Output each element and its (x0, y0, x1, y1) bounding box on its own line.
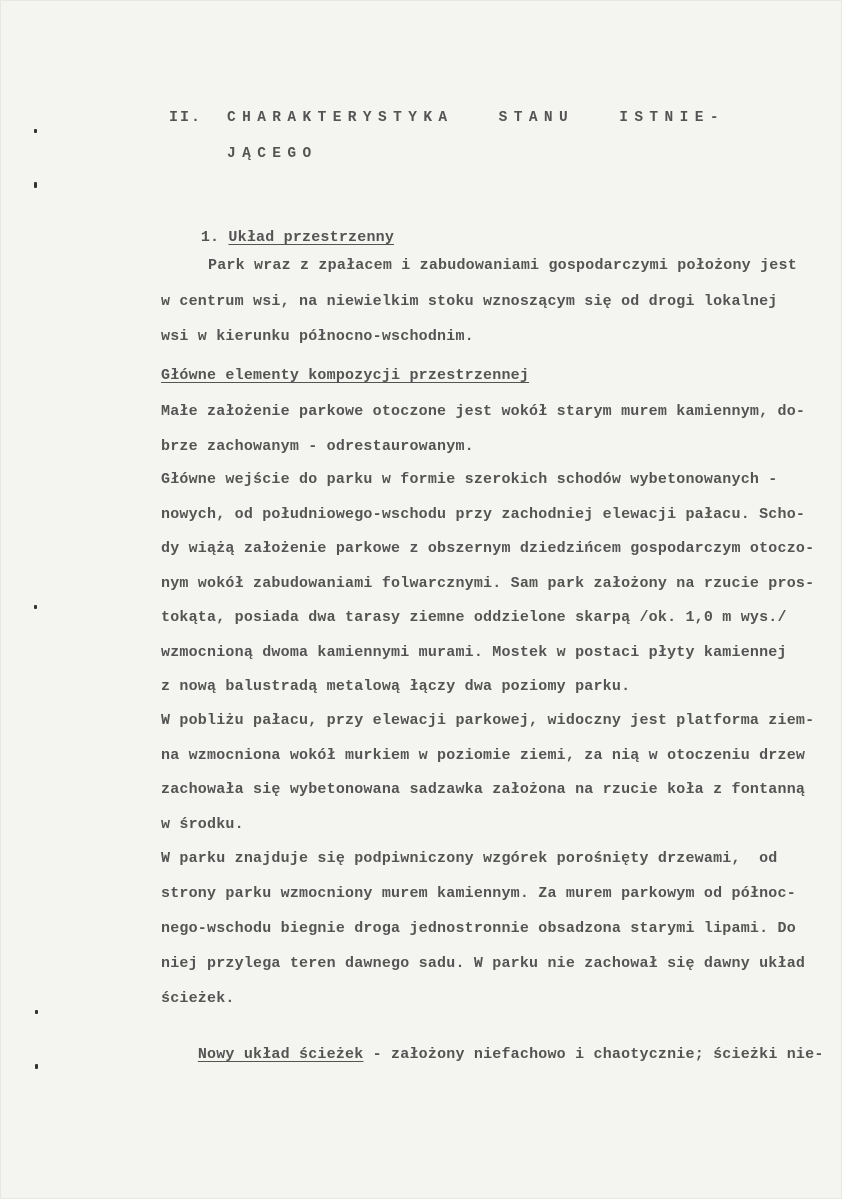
text-line: wsi w kierunku północno-wschodnim. (161, 328, 474, 345)
text-line: niej przylega teren dawnego sadu. W parku nie zachował się dawny układ (161, 955, 806, 972)
margin-speck (34, 129, 37, 133)
chapter-title-line-1: CHARAKTERYSTYKA STANU ISTNIE- (227, 110, 725, 126)
text-line: w centrum wsi, na niewielkim stoku wznoszącym się od drogi lokalnej (161, 292, 778, 310)
section-name: Układ przestrzenny (228, 229, 395, 246)
subheading-main-elements: Główne elementy kompozycji przestrzennej (161, 367, 530, 384)
text-line: nowych, od południowego-wschodu przy zachodniej elewacji pałacu. Scho- (161, 505, 806, 523)
paths-subheading: Nowy układ ścieżek (197, 1046, 364, 1063)
text-line: tokąta, posiada dwa tarasy ziemne oddzielone skarpą /ok. 1,0 m wys./ (161, 609, 787, 626)
text-line: strony parku wzmocniony murem kamiennym. Za murem parkowym od północ- (161, 885, 796, 902)
section-number: 1. (200, 229, 229, 246)
margin-speck (35, 1064, 38, 1069)
text-line: nego-wschodu biegnie droga jednostronnie obsadzona starymi lipami. Do (161, 920, 796, 937)
text-line: dy wiążą założenie parkowe z obszernym dziedzińcem gospodarczym otoczo- (161, 540, 815, 557)
margin-speck (35, 1010, 38, 1014)
text-line: wzmocnioną dwoma kamiennymi murami. Mostek w postaci płyty kamiennej (161, 643, 787, 661)
text-line: brze zachowanym - odrestaurowanym. (161, 438, 474, 455)
text-line: W pobliżu pałacu, przy elewacji parkowej, widoczny jest platforma ziem- (161, 712, 815, 729)
text-line: z nową balustradą metalową łączy dwa poziomy parku. (161, 678, 631, 695)
paths-text: - założony niefachowo i chaotycznie; ścieżki nie- (363, 1046, 824, 1063)
margin-speck (34, 605, 37, 609)
section-title-text (201, 229, 394, 246)
text-line: w środku. (161, 815, 244, 833)
text-line: na wzmocniona wokół murkiem w poziomie ziemi, za nią w otoczeniu drzew (161, 746, 806, 764)
margin-speck (34, 182, 37, 188)
text-line: Główne wejście do parku w formie szerokich schodów wybetonowanych - (161, 471, 778, 488)
chapter-number: II. (169, 109, 203, 126)
text-line: Park wraz z zpałacem i zabudowaniami gospodarczymi położony jest (208, 257, 797, 274)
text-line: nym wokół zabudowaniami folwarcznymi. Sam park założony na rzucie pros- (161, 574, 815, 592)
text-line: zachowała się wybetonowana sadzawka założona na rzucie koła z fontanną (161, 781, 806, 798)
paragraph-paths (161, 1028, 824, 1082)
text-line: Małe założenie parkowe otoczone jest wokół starym murem kamiennym, do- (161, 403, 806, 420)
text-line: ścieżek. (161, 990, 235, 1007)
chapter-title-line-2: JĄCEGO (227, 146, 318, 162)
text-line: W parku znajduje się podpiwniczony wzgórek porośnięty drzewami, od (161, 850, 778, 867)
